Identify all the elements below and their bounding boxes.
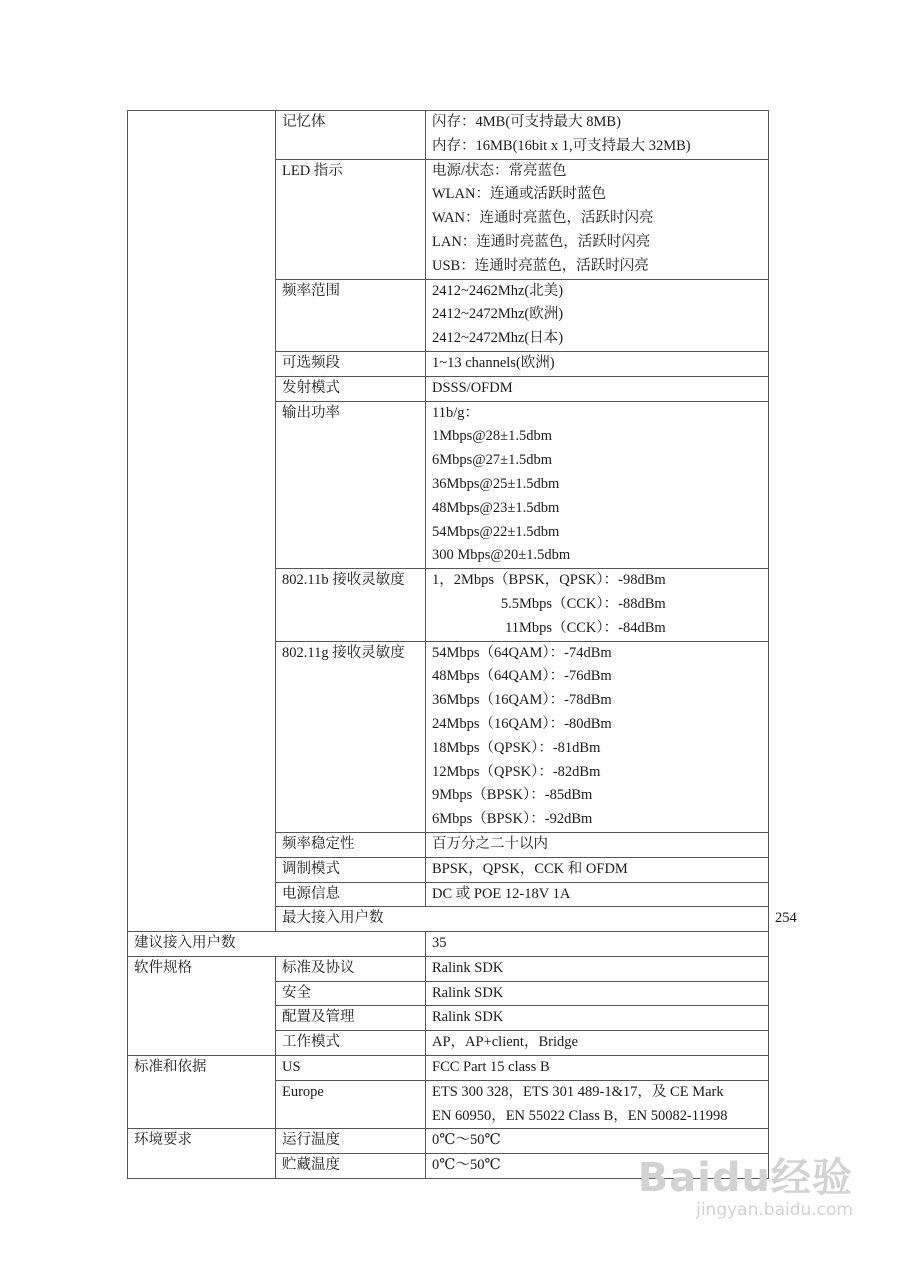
- row-value: [426, 159, 769, 279]
- value-line: LAN：连通时亮蓝色，活跃时闪亮: [432, 233, 651, 250]
- baidu-logo: Baidu经验: [637, 1155, 853, 1201]
- row-value: [426, 111, 769, 160]
- row-label: 可选频段: [276, 351, 426, 376]
- row-label: 配置及管理: [276, 1006, 426, 1031]
- spec-table: [127, 110, 797, 1179]
- value-line: 36Mbps（16QAM）：-78dBm: [432, 692, 612, 709]
- row-label: 工作模式: [276, 1031, 426, 1056]
- row-label: Europe: [276, 1080, 426, 1129]
- row-value: [426, 1080, 769, 1129]
- value-line: 300 Mbps@20±1.5dbm: [432, 547, 571, 564]
- sensitivity-list: [432, 569, 666, 640]
- value-line: 11Mbps（CCK）：-84dBm: [505, 619, 666, 636]
- row-value: FCC Part 15 class B: [426, 1056, 769, 1081]
- row-label: 记忆体: [276, 111, 426, 160]
- row-label: 调制模式: [276, 857, 426, 882]
- table-row: [128, 1129, 769, 1154]
- value-line: 48Mbps@23±1.5dbm: [432, 499, 560, 516]
- row-label: 最大接入用户数: [276, 907, 769, 932]
- value-line: WAN：连通时亮蓝色，活跃时闪亮: [432, 210, 654, 227]
- value-line: 内存：16MB(16bit x 1,可支持最大 32MB): [432, 137, 691, 154]
- row-label: 电源信息: [276, 882, 426, 907]
- row-value: BPSK，QPSK，CCK 和 OFDM: [426, 857, 769, 882]
- category-label: 软件规格: [128, 956, 276, 1055]
- value-line: 2412~2462Mhz(北美): [432, 282, 564, 299]
- power-list: [432, 425, 571, 568]
- row-value: 0℃～50℃: [426, 1129, 769, 1154]
- value-line: 电源/状态：常亮蓝色: [432, 162, 567, 179]
- category-label: 标准和依据: [128, 1056, 276, 1129]
- row-label: 安全: [276, 981, 426, 1006]
- row-label: 运行温度: [276, 1129, 426, 1154]
- row-label: LED 指示: [276, 159, 426, 279]
- table-row: 最大接入用户数 254: [128, 907, 769, 932]
- category-label: 环境要求: [128, 1129, 276, 1179]
- row-value: 0℃～50℃: [426, 1154, 769, 1179]
- row-value: 1~13 channels(欧洲): [426, 351, 769, 376]
- row-label: 建议接入用户数: [128, 932, 426, 957]
- value-line: 9Mbps（BPSK）：-85dBm: [432, 787, 593, 804]
- category-cell-blank: [128, 111, 276, 932]
- value-line: USB：连通时亮蓝色，活跃时闪亮: [432, 257, 649, 274]
- value-line: 6Mbps@27±1.5dbm: [432, 452, 553, 469]
- value-line: 闪存：4MB(可支持最大 8MB): [432, 114, 621, 130]
- value-line: WLAN：连通或活跃时蓝色: [432, 186, 606, 203]
- row-label: 输出功率: [276, 401, 426, 569]
- row-value: 35: [426, 932, 769, 957]
- value-line: EN 60950，EN 55022 Class B，EN 50082-11998: [432, 1107, 728, 1124]
- row-label: 802.11b 接收灵敏度: [276, 569, 426, 641]
- table-row: [128, 111, 769, 160]
- row-value: Ralink SDK: [426, 1006, 769, 1031]
- row-label: 频率稳定性: [276, 832, 426, 857]
- value-line: 12Mbps（QPSK）：-82dBm: [432, 763, 601, 780]
- value-line: 6Mbps（BPSK）：-92dBm: [432, 811, 593, 828]
- value-line: 54Mbps（64QAM）：-74dBm: [432, 644, 612, 661]
- value-line: 11b/g：: [432, 404, 479, 421]
- row-value: DC 或 POE 12-18V 1A: [426, 882, 769, 907]
- value-line: ETS 300 328，ETS 301 489-1&17，及 CE Mark: [432, 1083, 724, 1100]
- value-line: 36Mbps@25±1.5dbm: [432, 475, 560, 492]
- value-line: 18Mbps（QPSK）：-81dBm: [432, 739, 601, 756]
- row-value: [426, 401, 769, 569]
- table-row: [128, 932, 769, 957]
- value-line: 5.5Mbps（CCK）：-88dBm: [500, 595, 666, 612]
- row-value: Ralink SDK: [426, 956, 769, 981]
- row-label: 发射模式: [276, 376, 426, 401]
- row-label: US: [276, 1056, 426, 1081]
- value-line: 2412~2472Mhz(日本): [432, 330, 564, 347]
- watermark-url: jingyan.baidu.com: [696, 1200, 853, 1220]
- value-line: 1Mbps@28±1.5dbm: [432, 428, 553, 445]
- row-value: [426, 569, 769, 641]
- baidu-watermark: [638, 1156, 853, 1220]
- row-value: [426, 641, 769, 832]
- table-row: [128, 1056, 769, 1081]
- row-label: 标准及协议: [276, 956, 426, 981]
- row-label: 贮藏温度: [276, 1154, 426, 1179]
- table-row: [128, 956, 769, 981]
- row-value: 百万分之二十以内: [426, 832, 769, 857]
- row-value: DSSS/OFDM: [426, 376, 769, 401]
- value-line: 24Mbps（16QAM）：-80dBm: [432, 715, 612, 732]
- row-label: 频率范围: [276, 279, 426, 351]
- row-value: Ralink SDK: [426, 981, 769, 1006]
- value-line: 54Mbps@22±1.5dbm: [432, 523, 560, 540]
- value-line: 1，2Mbps（BPSK，QPSK）：-98dBm: [432, 572, 666, 589]
- row-label: 802.11g 接收灵敏度: [276, 641, 426, 832]
- value-line: 2412~2472Mhz(欧洲): [432, 306, 564, 323]
- row-value: AP，AP+client，Bridge: [426, 1031, 769, 1056]
- value-line: 48Mbps（64QAM）：-76dBm: [432, 668, 612, 685]
- row-value: [426, 279, 769, 351]
